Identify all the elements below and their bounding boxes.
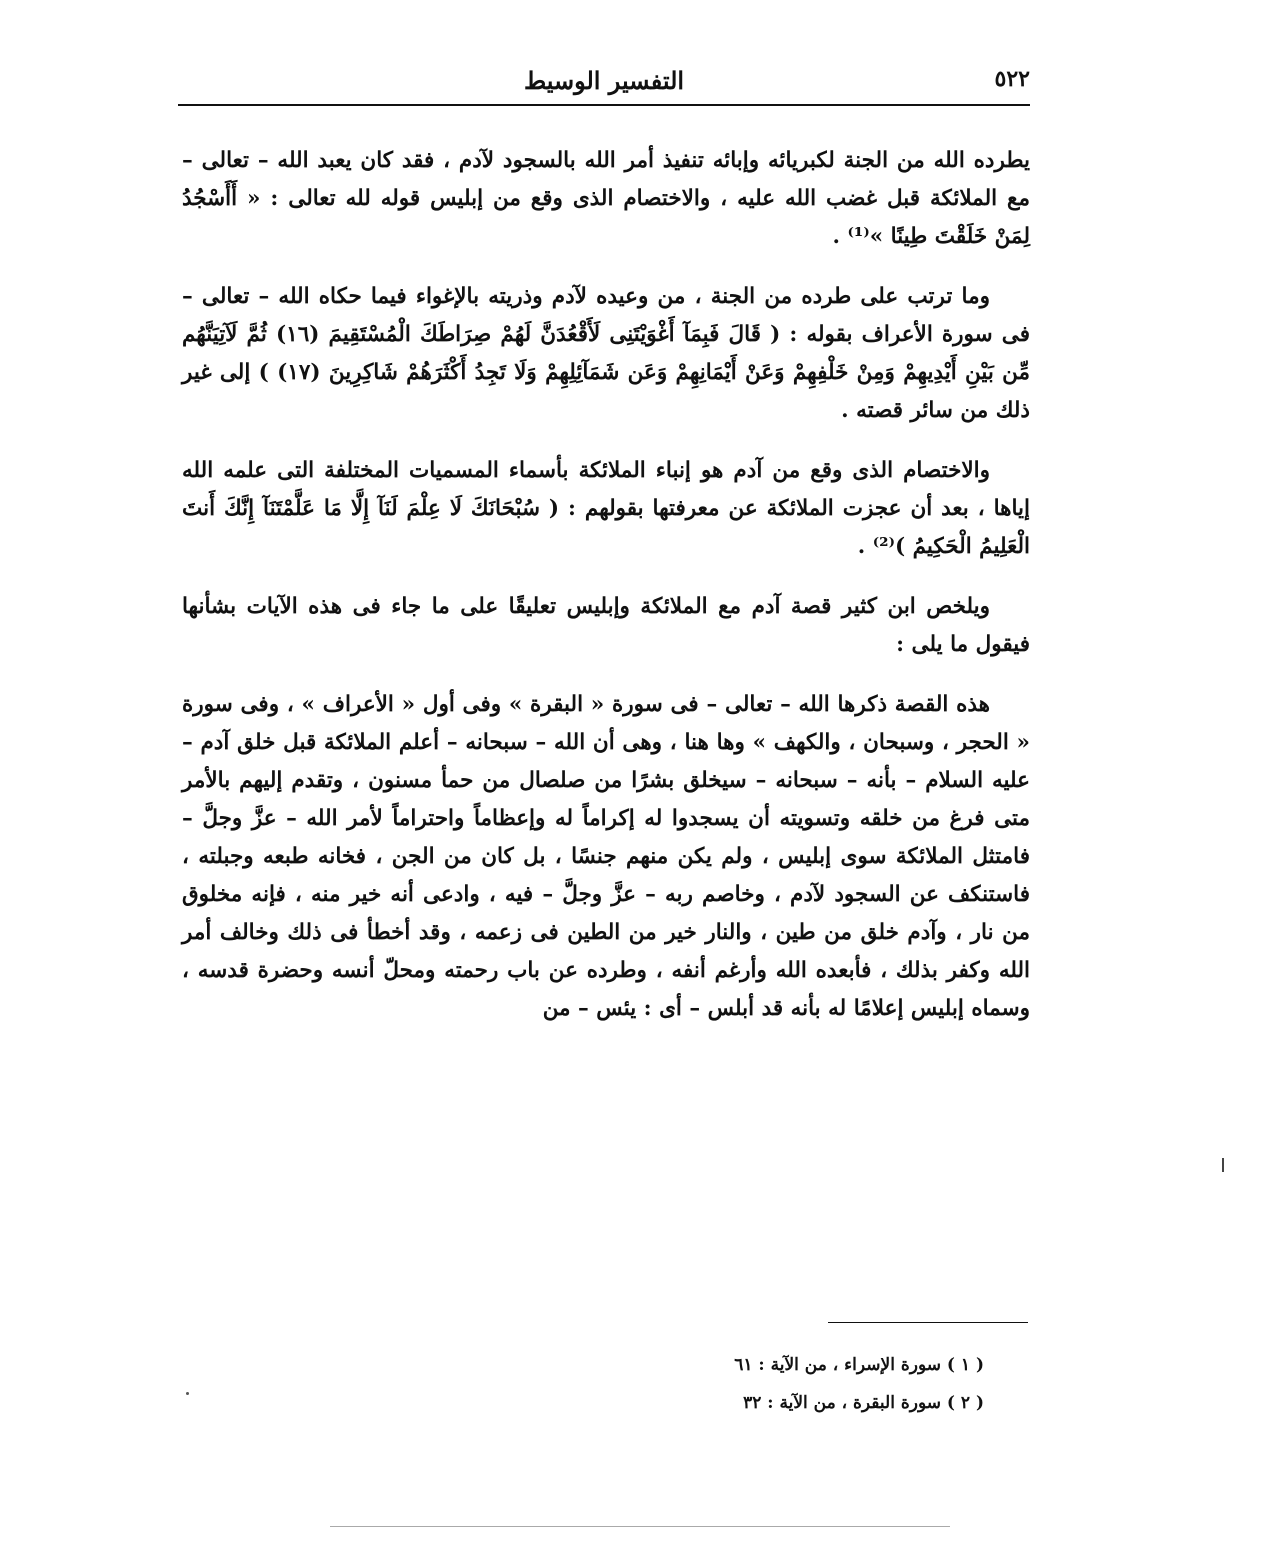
footnote-separator: [828, 1322, 1028, 1323]
paragraph-1: يطرده الله من الجنة لكبريائه وإبائه تنفيذ أمر الله بالسجود لآدم ، فقد كان يعبد الله – تعالى – مع الملائكة قبل غضب الله عليه ، والاختصام الذى وقع من إبليس قوله لله تعالى : « أَأَسْجُدُ لِمَنْ خَلَقْتَ طِينًا »⁽¹⁾ .: [182, 148, 1030, 249]
page-header: [178, 64, 1030, 106]
margin-mark: [1222, 1158, 1224, 1172]
paragraph-3: والاختصام الذى وقع من آدم هو إنباء الملائكة بأسماء المسميات المختلفة التى علمه الله إياها ، بعد أن عجزت الملائكة عن معرفتها بقولهم : ( سُبْحَانَكَ لَا عِلْمَ لَنَآ إِلَّا مَا عَلَّمْتَنَآ إِنَّكَ أَنتَ الْعَلِيمُ الْحَكِيمُ )⁽²⁾ .: [182, 458, 1030, 559]
footnote-2: ( ٢ ) سورة البقرة ، من الآية : ٣٢: [743, 1393, 984, 1413]
footnotes: [484, 1346, 984, 1422]
paragraph-4: ويلخص ابن كثير قصة آدم مع الملائكة وإبليس تعليقًا على ما جاء فى هذه الآيات بشأنها فيقول ما يلى :: [182, 594, 1030, 657]
scan-speck: [186, 1392, 189, 1395]
page-number: ٥٢٢: [994, 66, 1030, 92]
paragraph-5: هذه القصة ذكرها الله – تعالى – فى سورة « البقرة » وفى أول « الأعراف » ، وفى سورة « الحجر ، وسبحان ، والكهف » وها هنا ، وهى أن الله – سبحانه – أعلم الملائكة قبل خلق آدم – عليه السلام – بأنه – سبحانه – سيخلق بشرًا من صلصال من حمأ مسنون ، وتقدم إليهم بالأمر متى فرغ من خلقه وتسويته أن يسجدوا له إكراماً له وإعظاماً واحتراماً لأمر الله – عزَّ وجلَّ – فامتثل الملائكة سوى إبليس ، ولم يكن منهم جنسًا ، بل كان من الجن ، فخانه طبعه وجبلته ، فاستنكف عن السجود لآدم ، وخاصم ربه – عزَّ وجلَّ – فيه ، وادعى أنه خير منه ، فإنه مخلوق من نار ، وآدم خلق من طين ، والنار خير من الطين فى زعمه ، وقد أخطأ فى ذلك وخالف أمر الله وكفر بذلك ، فأبعده الله وأرغم أنفه ، وطرده عن باب رحمته ومحلّ أنسه وحضرة قدسه ، وسماه إبليس إعلامًا له بأنه قد أبلس – أى : يئس – من: [182, 692, 1030, 1021]
paragraph-2: وما ترتب على طرده من الجنة ، من وعيده لآدم وذريته بالإغواء فيما حكاه الله – تعالى – فى سورة الأعراف بقوله : ( قَالَ فَبِمَآ أَغْوَيْتَنِى لَأَقْعُدَنَّ لَهُمْ صِرَاطَكَ الْمُسْتَقِيمَ (١٦) ثُمَّ لَآتِيَنَّهُم مِّن بَيْنِ أَيْدِيهِمْ وَمِنْ خَلْفِهِمْ وَعَنْ أَيْمَانِهِمْ وَعَن شَمَآئِلِهِمْ وَلَا تَجِدُ أَكْثَرَهُمْ شَاكِرِينَ (١٧) ) إلى غير ذلك من سائر قصته .: [182, 284, 1030, 423]
footnote-1: ( ١ ) سورة الإسراء ، من الآية : ٦١: [734, 1355, 984, 1375]
body-text: [182, 142, 1030, 1028]
scan-edge-line: [330, 1526, 950, 1527]
running-title: التفسير الوسيط: [523, 66, 685, 95]
